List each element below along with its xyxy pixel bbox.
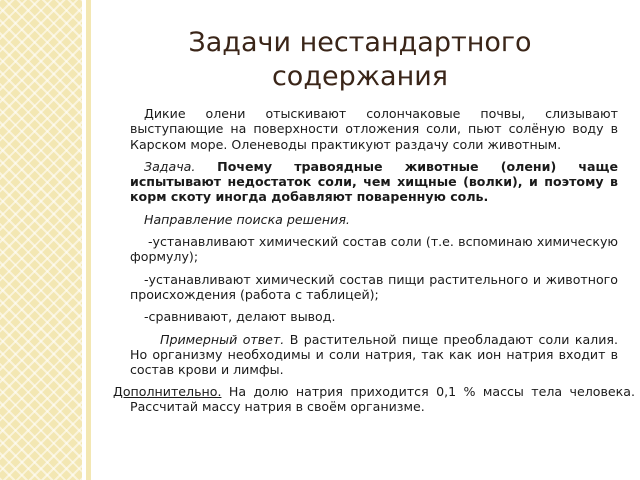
slide-body: [130, 106, 618, 384]
direction-paragraph: [130, 212, 618, 227]
slide-title: [150, 26, 570, 94]
answer-text: В растительной пище преобладают соли калия. Но организму необходимы и соли натрия, так как ион натрия входит в состав крови и лимфы.: [130, 331, 618, 378]
answer-paragraph: [130, 332, 618, 378]
extra-paragraph: [113, 384, 635, 415]
step-2: [130, 272, 618, 303]
step-1: [130, 234, 618, 265]
slide-title-line1: Задачи нестандартного: [188, 27, 532, 58]
extra-label: Дополнительно.: [113, 384, 222, 399]
intro-text: Дикие олени отыскивают солончаковые почвы, слизывают выступающие на поверхности отложения соли, пьют солёную воду в Карском море. Оленеводы практикуют раздачу соли животным.: [130, 106, 618, 152]
task-paragraph: [130, 159, 618, 205]
task-label: Задача.: [144, 158, 196, 174]
slide-title-line2: содержания: [271, 61, 449, 92]
task-text: Почему травоядные животные (олени) чаще испытывают недостаток соли, чем хищные (волки), и поэтому в корм скоту иногда добавляют поваренную соль.: [130, 158, 618, 205]
direction-label: Направление поиска решения.: [144, 211, 350, 227]
decorative-side-band: [0, 0, 82, 480]
step-1-text: -устанавливают химический состав соли (т.е. вспоминаю химическую формулу);: [130, 234, 618, 265]
step-2-text: -устанавливают химический состав пищи растительного и животного происхождения (работа с таблицей);: [130, 271, 618, 302]
step-3-text: -сравнивают, делают вывод.: [144, 309, 336, 325]
step-3: [130, 309, 618, 324]
intro-paragraph: [130, 106, 618, 152]
decorative-side-stripe: [86, 0, 91, 480]
extra-text: На долю натрия приходится 0,1 % массы тела человека. Рассчитай массу натрия в своём организме.: [130, 384, 635, 415]
answer-label: Примерный ответ.: [160, 331, 285, 347]
